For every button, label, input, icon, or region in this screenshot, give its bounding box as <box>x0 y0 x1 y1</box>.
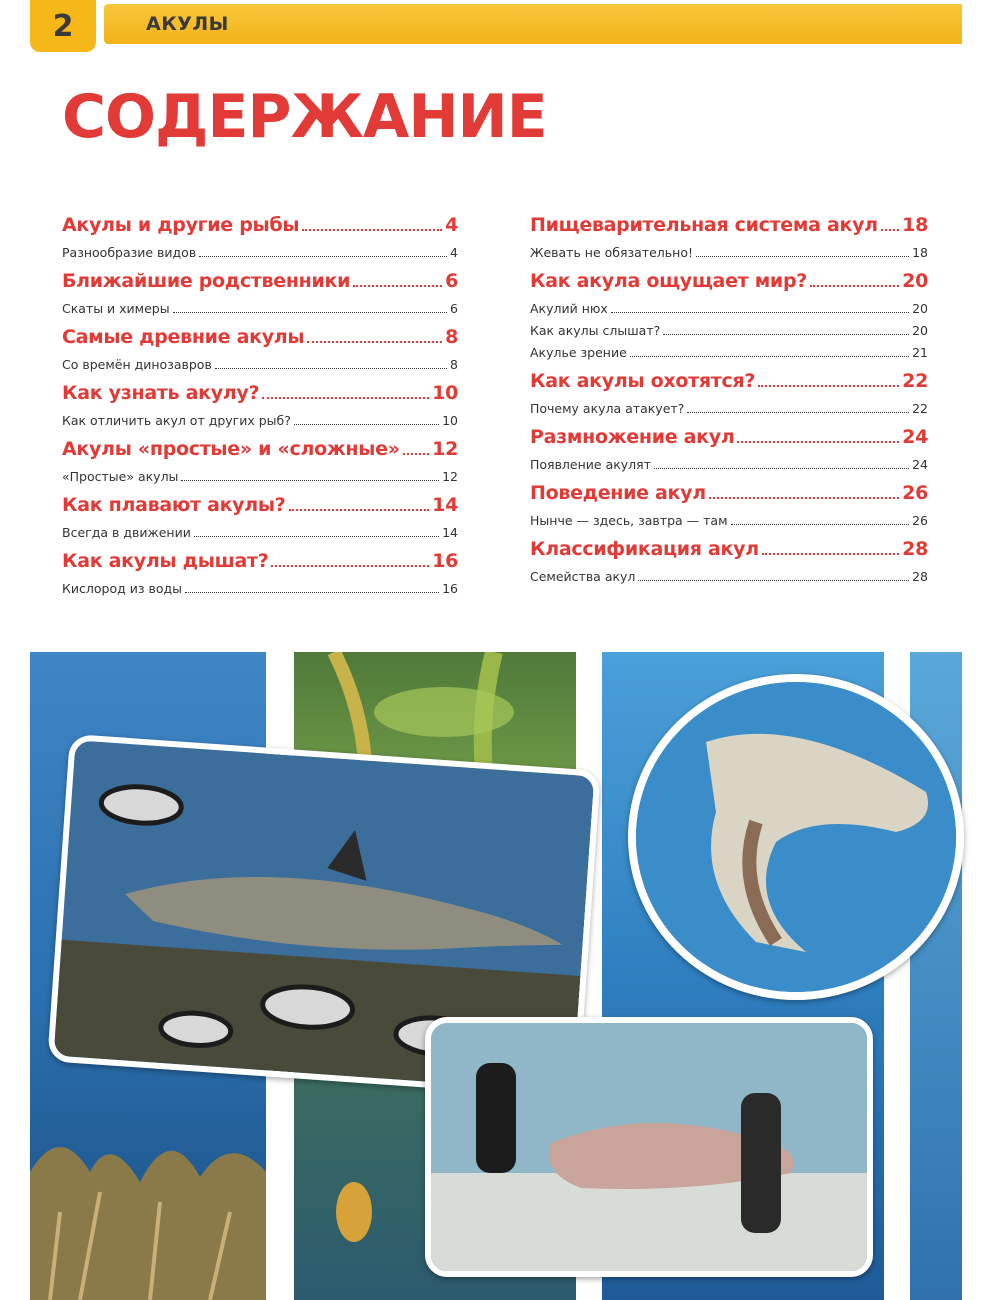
toc-subentry <box>530 245 928 267</box>
toc-subentry-page: 6 <box>450 301 458 316</box>
toc-leader-dots <box>810 285 899 287</box>
toc-entry-title: Поведение акул <box>530 482 706 504</box>
toc-subentry-title: Почему акула атакует? <box>530 401 685 416</box>
toc-entry <box>62 214 458 245</box>
section-header-bar <box>104 4 962 44</box>
toc-leader-dots <box>181 480 439 481</box>
toc-entry-page: 8 <box>445 326 458 348</box>
toc-leader-dots <box>709 497 899 499</box>
toc-leader-dots <box>758 385 899 387</box>
toc-leader-dots <box>194 536 439 537</box>
toc-leader-dots <box>630 356 909 357</box>
toc-entry-title: Акулы и другие рыбы <box>62 214 300 236</box>
hammerhead-shark-image <box>636 682 956 992</box>
toc-subentry <box>530 401 928 423</box>
toc-subentry-title: Жевать не обязательно! <box>530 245 693 260</box>
toc-subentry-title: Кислород из воды <box>62 581 182 596</box>
toc-subentry <box>530 323 928 345</box>
toc-entry <box>62 326 458 357</box>
toc-subentry-page: 4 <box>450 245 458 260</box>
toc-subentry-page: 26 <box>912 513 928 528</box>
toc-leader-dots <box>403 453 429 455</box>
toc-entry-title: Классификация акул <box>530 538 759 560</box>
toc-leader-dots <box>881 229 899 231</box>
toc-subentry <box>62 301 458 323</box>
toc-entry-page: 18 <box>902 214 928 236</box>
toc-subentry-page: 21 <box>912 345 928 360</box>
toc-entry-title: Размножение акул <box>530 426 735 448</box>
toc-leader-dots <box>696 256 909 257</box>
toc-subentry <box>530 569 928 591</box>
toc-entry <box>62 270 458 301</box>
toc-entry-page: 14 <box>432 494 458 516</box>
toc-leader-dots <box>762 553 899 555</box>
toc-subentry <box>62 413 458 435</box>
toc-subentry <box>62 245 458 267</box>
toc-leader-dots <box>302 229 442 231</box>
toc-subentry-page: 8 <box>450 357 458 372</box>
page-number-tab <box>30 0 96 52</box>
toc-entry <box>62 494 458 525</box>
toc-subentry-page: 20 <box>912 323 928 338</box>
toc-entry <box>530 370 928 401</box>
toc-subentry <box>62 469 458 491</box>
toc-entry-page: 26 <box>902 482 928 504</box>
toc-subentry-title: Акулий нюх <box>530 301 608 316</box>
toc-subentry-page: 18 <box>912 245 928 260</box>
toc-subentry-title: Разнообразие видов <box>62 245 197 260</box>
tiger-shark-divers-image <box>431 1023 867 1271</box>
toc-leader-dots <box>294 424 439 425</box>
toc-leader-dots <box>731 524 910 525</box>
toc-subentry <box>62 525 458 547</box>
toc-left-column <box>62 214 458 606</box>
toc-entry <box>530 214 928 245</box>
toc-leader-dots <box>262 397 429 399</box>
toc-entry-page: 12 <box>432 438 458 460</box>
toc-entry-title: Ближайшие родственники <box>62 270 351 292</box>
toc-subentry <box>530 513 928 535</box>
toc-subentry-title: Как отличить акул от других рыб? <box>62 413 291 428</box>
toc-subentry <box>530 345 928 367</box>
toc-entry-page: 24 <box>902 426 928 448</box>
toc-subentry <box>62 581 458 603</box>
toc-entry-page: 22 <box>902 370 928 392</box>
toc-entry <box>530 538 928 569</box>
tiger-shark-divers-photo <box>425 1017 873 1277</box>
toc-leader-dots <box>289 509 430 511</box>
toc-entry <box>62 382 458 413</box>
toc-entry-page: 20 <box>902 270 928 292</box>
toc-leader-dots <box>215 368 447 369</box>
toc-leader-dots <box>611 312 909 313</box>
toc-leader-dots <box>687 412 909 413</box>
toc-entry-title: Самые древние акулы <box>62 326 305 348</box>
toc-subentry-title: «Простые» акулы <box>62 469 179 484</box>
toc-subentry-page: 10 <box>442 413 458 428</box>
toc-entry <box>62 550 458 581</box>
toc-entry-title: Как акула ощущает мир? <box>530 270 807 292</box>
toc-entry-page: 6 <box>445 270 458 292</box>
toc-leader-dots <box>307 341 442 343</box>
toc-right-column <box>530 214 928 594</box>
toc-entry-title: Акулы «простые» и «сложные» <box>62 438 400 460</box>
toc-subentry-title: Со времён динозавров <box>62 357 212 372</box>
section-title: АКУЛЫ <box>146 13 229 35</box>
toc-subentry-title: Всегда в движении <box>62 525 191 540</box>
toc-entry-page: 16 <box>432 550 458 572</box>
page-title: СОДЕРЖАНИЕ <box>62 82 547 152</box>
toc-entry <box>62 438 458 469</box>
toc-subentry-title: Скаты и химеры <box>62 301 170 316</box>
toc-subentry-title: Семейства акул <box>530 569 636 584</box>
toc-entry-title: Как акулы охотятся? <box>530 370 756 392</box>
toc-entry-title: Как узнать акулу? <box>62 382 260 404</box>
toc-subentry-page: 22 <box>912 401 928 416</box>
toc-entry <box>530 426 928 457</box>
toc-subentry-title: Акулье зрение <box>530 345 627 360</box>
toc-leader-dots <box>271 565 429 567</box>
toc-entry-title: Пищеварительная система акул <box>530 214 878 236</box>
toc-entry-page: 28 <box>902 538 928 560</box>
toc-entry <box>530 270 928 301</box>
toc-leader-dots <box>663 334 909 335</box>
toc-entry-title: Как акулы дышат? <box>62 550 269 572</box>
toc-entry <box>530 482 928 513</box>
toc-leader-dots <box>737 441 899 443</box>
toc-subentry <box>62 357 458 379</box>
toc-entry-page: 10 <box>432 382 458 404</box>
toc-subentry-title: Нынче — здесь, завтра — там <box>530 513 728 528</box>
photo-collage <box>30 652 962 1300</box>
toc-subentry-page: 28 <box>912 569 928 584</box>
toc-leader-dots <box>199 256 447 257</box>
toc-subentry-page: 14 <box>442 525 458 540</box>
toc-entry-page: 4 <box>445 214 458 236</box>
toc-entry-title: Как плавают акулы? <box>62 494 286 516</box>
toc-subentry-page: 16 <box>442 581 458 596</box>
toc-leader-dots <box>185 592 439 593</box>
toc-leader-dots <box>353 285 442 287</box>
toc-subentry <box>530 301 928 323</box>
toc-leader-dots <box>654 468 909 469</box>
toc-subentry-title: Появление акулят <box>530 457 651 472</box>
toc-subentry-page: 12 <box>442 469 458 484</box>
toc-leader-dots <box>638 580 909 581</box>
page-number: 2 <box>52 8 74 44</box>
hammerhead-shark-photo <box>628 674 964 1000</box>
toc-subentry-page: 20 <box>912 301 928 316</box>
toc-subentry-title: Как акулы слышат? <box>530 323 661 338</box>
toc-leader-dots <box>173 312 447 313</box>
toc-subentry <box>530 457 928 479</box>
toc-subentry-page: 24 <box>912 457 928 472</box>
